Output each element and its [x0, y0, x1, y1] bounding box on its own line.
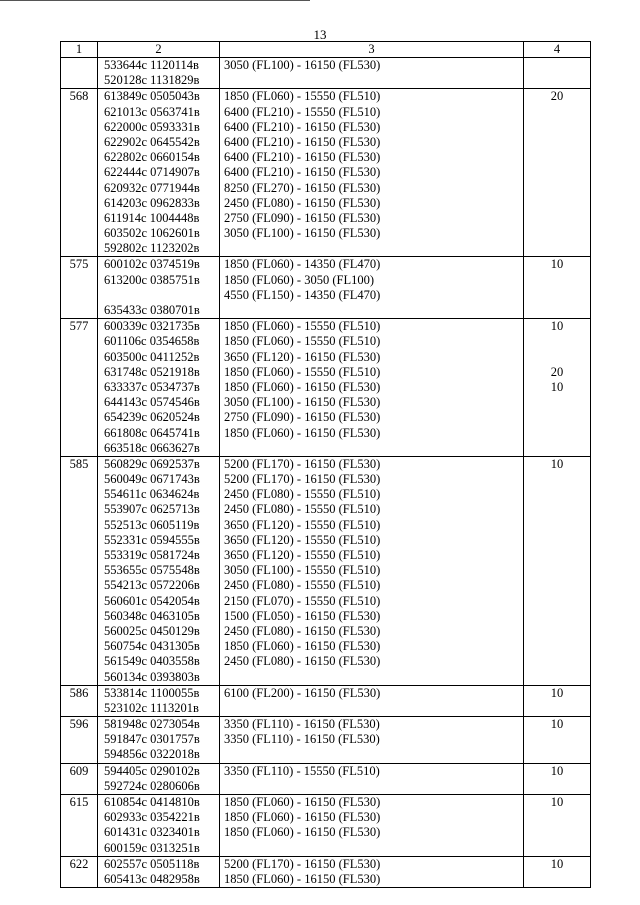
value-cell [524, 58, 591, 89]
table-row [61, 856, 591, 887]
coordinate-line [102, 288, 215, 303]
altitude-range-line: 3050 (FL100) - 15550 (FL510) [224, 563, 381, 578]
altitude-range-cell [220, 856, 524, 887]
value-line [528, 73, 586, 88]
coordinate-line: 611914с 1004448в [104, 210, 200, 225]
row-id-cell [61, 58, 98, 89]
coordinate-line: 560025с 0450129в [104, 623, 200, 638]
altitude-range-cell [220, 717, 524, 764]
altitude-range-line: 3050 (FL100) - 16150 (FL530) [224, 226, 381, 241]
value-line [528, 732, 586, 747]
coordinate-line: 552513с 0605119в [104, 517, 200, 532]
coordinate-line: 644143с 0574546в [104, 395, 200, 410]
coordinate-line: 581948с 0273054в [104, 717, 200, 732]
altitude-range-line: 1850 (FL060) - 16150 (FL530) [224, 795, 381, 809]
row-id [65, 58, 93, 73]
row-id: 586 [69, 685, 89, 700]
col-header-2: 2 [98, 42, 220, 58]
altitude-range-line: 6400 (FL210) - 16150 (FL530) [224, 119, 381, 134]
table-row [61, 795, 591, 857]
coordinate-line: 605413с 0482958в [104, 871, 200, 886]
coordinates-cell [98, 58, 220, 89]
value-line: 20 [550, 89, 564, 104]
coordinate-line: 523102с 1113201в [104, 700, 199, 715]
value-line [528, 303, 586, 318]
coordinates-cell [98, 717, 220, 764]
table-body [61, 42, 591, 888]
altitude-range-line: 5200 (FL170) - 16150 (FL530) [224, 856, 381, 871]
coordinate-line: 554611с 0634624в [104, 487, 200, 502]
coordinate-line: 554213с 0572206в [104, 578, 200, 593]
row-id-cell [61, 795, 98, 857]
coordinate-line: 553907с 0625713в [104, 502, 200, 517]
altitude-range-cell [220, 685, 524, 716]
altitude-range-line: 1850 (FL060) - 16150 (FL530) [224, 871, 381, 886]
coordinate-line: 613200с 0385751в [104, 272, 200, 287]
altitude-range-line [224, 303, 519, 318]
coordinate-line: 592724с 0280606в [104, 778, 200, 793]
row-id: 585 [69, 456, 89, 471]
value-line [528, 578, 586, 593]
altitude-range-line: 6400 (FL210) - 15550 (FL510) [224, 104, 381, 119]
value-line [528, 533, 586, 548]
value-line [528, 518, 586, 533]
coordinate-line: 621013с 0563741в [104, 104, 200, 119]
altitude-range-line: 1850 (FL060) - 15550 (FL510) [224, 319, 381, 334]
altitude-range-line: 1850 (FL060) - 3050 (FL100) [224, 272, 374, 287]
altitude-range-cell [220, 319, 524, 457]
coordinate-line: 661808с 0645741в [104, 425, 200, 440]
value-line [528, 502, 586, 517]
row-id: 577 [69, 319, 89, 334]
altitude-range-line: 1850 (FL060) - 16150 (FL530) [224, 639, 381, 654]
coordinates-cell [98, 257, 220, 319]
table-row [61, 717, 591, 764]
coordinate-line: 560134с 0393803в [104, 669, 200, 684]
page-number: 13 [313, 27, 327, 42]
altitude-range-line: 5200 (FL170) - 16150 (FL530) [224, 472, 381, 487]
altitude-range-line: 2450 (FL080) - 15550 (FL510) [224, 578, 381, 593]
table-row [61, 456, 591, 685]
row-id: 575 [69, 257, 89, 272]
row-id: 596 [69, 717, 89, 732]
value-line [528, 563, 586, 578]
value-cell [524, 685, 591, 716]
value-line [528, 135, 586, 150]
altitude-range-line: 1850 (FL060) - 16150 (FL530) [224, 810, 381, 825]
coordinate-line: 622000с 0593331в [104, 119, 200, 134]
value-line: 10 [550, 717, 564, 732]
altitude-range-line: 3650 (FL120) - 16150 (FL530) [224, 349, 381, 364]
coordinate-line: 603500с 0411252в [104, 349, 200, 364]
altitude-range-line: 3650 (FL120) - 15550 (FL510) [224, 517, 381, 532]
coordinate-line: 560348с 0463105в [104, 608, 200, 623]
coordinate-line: 600339с 0321735в [104, 319, 200, 334]
value-line [528, 441, 586, 456]
altitude-range-line: 6400 (FL210) - 16150 (FL530) [224, 134, 381, 149]
coordinate-line: 622902с 0645542в [104, 134, 200, 149]
coordinates-cell [98, 856, 220, 887]
altitude-range-line: 3050 (FL100) - 16150 (FL530) [224, 58, 381, 72]
top-rule [0, 0, 310, 1]
altitude-range-line [224, 841, 519, 856]
value-cell [524, 319, 591, 457]
altitude-range-line: 3350 (FL110) - 16150 (FL530) [224, 732, 380, 747]
altitude-range-line: 1850 (FL060) - 15550 (FL510) [224, 89, 381, 104]
altitude-range-line: 5200 (FL170) - 16150 (FL530) [224, 456, 381, 471]
altitude-range-line: 3650 (FL120) - 15550 (FL510) [224, 532, 381, 547]
coordinate-line: 600159с 0313251в [104, 840, 200, 855]
altitude-range-line: 3350 (FL110) - 15550 (FL510) [224, 763, 380, 778]
coordinates-cell [98, 685, 220, 716]
altitude-range-line: 2150 (FL070) - 15550 (FL510) [224, 593, 381, 608]
altitude-range-cell [220, 257, 524, 319]
altitude-range-line: 3350 (FL110) - 16150 (FL530) [224, 717, 380, 732]
value-line [528, 841, 586, 856]
value-cell [524, 257, 591, 319]
coordinate-line: 613849с 0505043в [104, 89, 200, 104]
coordinate-line: 631748с 0521918в [104, 364, 200, 379]
altitude-range-line: 1850 (FL060) - 15550 (FL510) [224, 334, 381, 349]
coordinate-line: 591847с 0301757в [104, 732, 200, 747]
coordinate-line: 601431с 0323401в [104, 825, 200, 840]
value-line: 10 [550, 379, 564, 394]
value-line [528, 594, 586, 609]
coordinates-cell [98, 89, 220, 257]
coordinate-line: 553319с 0581724в [104, 548, 200, 562]
altitude-range-line: 4550 (FL150) - 14350 (FL470) [224, 287, 381, 302]
coordinate-line: 610854с 0414810в [104, 795, 200, 809]
altitude-range-line: 2750 (FL090) - 16150 (FL530) [224, 410, 381, 425]
coordinate-line: 560754с 0431305в [104, 639, 200, 654]
value-line [528, 472, 586, 487]
altitude-range-line [224, 241, 519, 256]
coordinate-line: 622444с 0714907в [104, 165, 200, 180]
col-header-1: 1 [61, 42, 98, 58]
row-id: 568 [69, 89, 89, 104]
value-line: 10 [550, 795, 564, 809]
coordinate-line: 602933с 0354221в [104, 810, 200, 825]
table-row [61, 89, 591, 257]
value-line [528, 120, 586, 135]
value-line [528, 548, 586, 563]
altitude-range-line [224, 73, 519, 88]
coordinate-line: 533814с 1100055в [104, 685, 200, 700]
value-line [528, 288, 586, 303]
value-line [528, 165, 586, 180]
table-row [61, 319, 591, 457]
altitude-range-line [224, 747, 519, 762]
altitude-range-line: 3050 (FL100) - 16150 (FL530) [224, 395, 381, 410]
coordinate-line: 633337с 0534737в [104, 379, 200, 394]
value-line [528, 211, 586, 226]
row-id: 615 [69, 795, 89, 809]
value-line [528, 670, 586, 685]
value-line [528, 58, 586, 73]
col-header-3: 3 [220, 42, 524, 58]
value-line [528, 226, 586, 241]
altitude-range-line [224, 701, 519, 716]
coordinates-cell [98, 456, 220, 685]
value-line [528, 426, 586, 441]
coordinate-line: 594856с 0322018в [104, 747, 200, 762]
col-header-4: 4 [524, 42, 591, 58]
value-line: 10 [550, 456, 564, 471]
coordinate-line: 620932с 0771944в [104, 180, 200, 195]
value-line [528, 334, 586, 349]
row-id-cell [61, 763, 98, 794]
coordinate-line: 614203с 0962833в [104, 195, 200, 210]
value-line: 20 [550, 364, 564, 379]
airspace-table [60, 41, 591, 888]
value-line: 10 [550, 856, 564, 871]
coordinate-line: 594405с 0290102в [104, 763, 200, 778]
altitude-range-cell [220, 763, 524, 794]
table-row [61, 257, 591, 319]
altitude-range-line: 1850 (FL060) - 16150 (FL530) [224, 825, 381, 840]
row-id: 622 [69, 856, 89, 871]
coordinate-line: 635433с 0380701в [104, 303, 200, 317]
coordinates-cell [98, 319, 220, 457]
row-id-cell [61, 685, 98, 716]
coordinate-line: 592802с 1123202в [104, 241, 200, 256]
altitude-range-line: 2450 (FL080) - 16150 (FL530) [224, 654, 381, 669]
value-line [528, 487, 586, 502]
altitude-range-cell [220, 456, 524, 685]
value-line [528, 150, 586, 165]
value-line [528, 410, 586, 425]
altitude-range-line [224, 779, 519, 794]
coordinate-line: 622802с 0660154в [104, 150, 200, 165]
table-row [61, 58, 591, 89]
row-id-cell [61, 89, 98, 257]
coordinate-line: 603502с 1062601в [104, 226, 200, 241]
value-line [528, 872, 586, 887]
altitude-range-line: 1850 (FL060) - 16150 (FL530) [224, 379, 381, 394]
coordinates-cell [98, 763, 220, 794]
row-id-cell [61, 717, 98, 764]
row-id: 609 [69, 763, 89, 778]
coordinate-line: 663518с 0663627в [104, 440, 200, 455]
value-line: 10 [550, 257, 564, 272]
altitude-range-line: 2450 (FL080) - 16150 (FL530) [224, 623, 381, 638]
value-line: 10 [550, 685, 564, 700]
altitude-range-cell [220, 795, 524, 857]
altitude-range-line [224, 441, 519, 456]
coordinate-line: 561549с 0403558в [104, 654, 200, 669]
altitude-range-line: 3650 (FL120) - 15550 (FL510) [224, 548, 381, 562]
value-line [528, 609, 586, 624]
coordinate-line: 520128с 1131829в [104, 73, 200, 88]
value-line: 10 [550, 763, 564, 778]
altitude-range-line: 8250 (FL270) - 16150 (FL530) [224, 180, 381, 195]
value-cell [524, 795, 591, 857]
coordinate-line: 560601с 0542054в [104, 593, 200, 608]
value-cell [524, 456, 591, 685]
row-id-cell [61, 456, 98, 685]
value-line [528, 105, 586, 120]
value-cell [524, 89, 591, 257]
value-line [528, 181, 586, 196]
value-line: 10 [550, 319, 564, 334]
value-line [528, 196, 586, 211]
coordinate-line: 600102с 0374519в [104, 257, 200, 272]
row-id-cell [61, 856, 98, 887]
altitude-range-cell [220, 58, 524, 89]
coordinate-line: 553655с 0575548в [104, 563, 200, 578]
table-row [61, 685, 591, 716]
value-cell [524, 717, 591, 764]
coordinate-line: 601106с 0354658в [104, 334, 200, 349]
value-line [528, 701, 586, 716]
value-line [528, 350, 586, 365]
altitude-range-cell [220, 89, 524, 257]
value-line [528, 624, 586, 639]
altitude-range-line: 6400 (FL210) - 16150 (FL530) [224, 165, 381, 180]
value-line [528, 273, 586, 288]
value-line [528, 810, 586, 825]
altitude-range-line: 1500 (FL050) - 16150 (FL530) [224, 608, 381, 623]
row-id-cell [61, 257, 98, 319]
value-line [528, 747, 586, 762]
altitude-range-line: 1850 (FL060) - 14350 (FL470) [224, 257, 381, 272]
altitude-range-line: 1850 (FL060) - 15550 (FL510) [224, 364, 381, 379]
altitude-range-line: 1850 (FL060) - 16150 (FL530) [224, 425, 381, 440]
altitude-range-line: 2750 (FL090) - 16150 (FL530) [224, 210, 381, 225]
value-line [528, 241, 586, 256]
coordinate-line: 533644с 1120114в [104, 58, 199, 72]
value-cell [524, 856, 591, 887]
coordinate-line: 602557с 0505118в [104, 856, 200, 871]
coordinates-cell [98, 795, 220, 857]
altitude-range-line: 6400 (FL210) - 16150 (FL530) [224, 150, 381, 165]
value-line [528, 654, 586, 669]
value-cell [524, 763, 591, 794]
coordinate-line: 654239с 0620524в [104, 410, 200, 425]
altitude-range-line: 2450 (FL080) - 15550 (FL510) [224, 502, 381, 517]
header-row [61, 42, 591, 58]
coordinate-line: 560049с 0671743в [104, 472, 200, 487]
row-id-cell [61, 319, 98, 457]
value-line [528, 825, 586, 840]
value-line [528, 639, 586, 654]
table-row [61, 763, 591, 794]
coordinate-line: 552331с 0594555в [104, 532, 200, 547]
value-line [528, 395, 586, 410]
coordinate-line: 560829с 0692537в [104, 456, 200, 471]
value-line [528, 779, 586, 794]
altitude-range-line: 6100 (FL200) - 16150 (FL530) [224, 685, 381, 700]
altitude-range-line: 2450 (FL080) - 16150 (FL530) [224, 195, 381, 210]
altitude-range-line: 2450 (FL080) - 15550 (FL510) [224, 487, 381, 502]
altitude-range-line [224, 670, 519, 685]
